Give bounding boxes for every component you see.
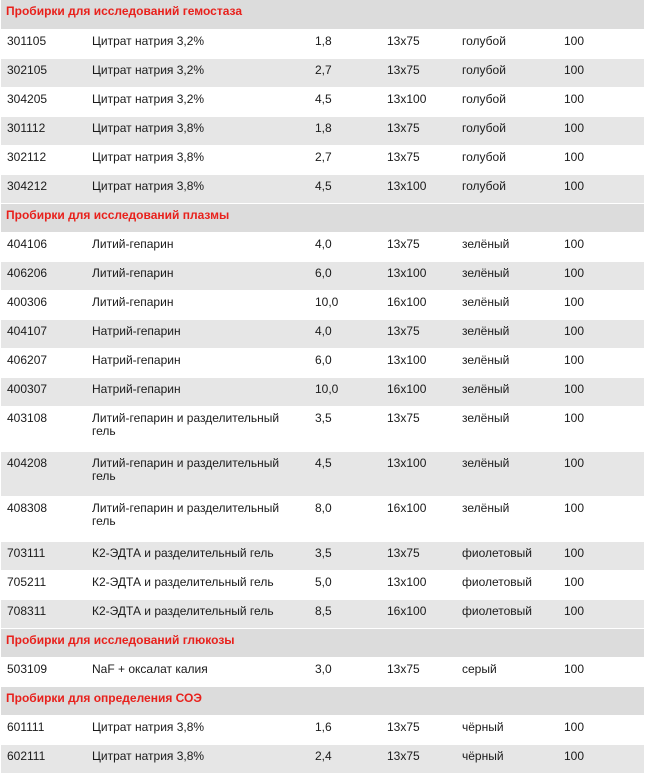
cell-color: фиолетовый xyxy=(456,542,558,571)
cell-volume: 4,0 xyxy=(309,233,381,262)
cell-size: 13x100 xyxy=(381,349,456,378)
section-header-row xyxy=(1,204,644,233)
table-row xyxy=(1,117,644,146)
table-row xyxy=(1,262,644,291)
cell-qty: 100 xyxy=(558,378,644,407)
cell-name: Литий-гепарин xyxy=(86,262,309,291)
cell-code: 403108 xyxy=(1,407,86,452)
cell-code: 404106 xyxy=(1,233,86,262)
cell-volume: 5,0 xyxy=(309,571,381,600)
cell-color: зелёный xyxy=(456,407,558,452)
section-header-row xyxy=(1,687,644,716)
table-row xyxy=(1,175,644,204)
cell-name: Цитрат натрия 3,8% xyxy=(86,146,309,175)
cell-color: зелёный xyxy=(456,262,558,291)
cell-name: Литий-гепарин и разделительный гель xyxy=(86,407,309,452)
cell-qty: 100 xyxy=(558,175,644,204)
cell-color: чёрный xyxy=(456,716,558,745)
cell-size: 16x100 xyxy=(381,600,456,629)
cell-volume: 1,8 xyxy=(309,30,381,59)
table-row xyxy=(1,291,644,320)
cell-volume: 2,7 xyxy=(309,59,381,88)
cell-name: Натрий-гепарин xyxy=(86,349,309,378)
cell-qty: 100 xyxy=(558,349,644,378)
cell-name: К2-ЭДТА и разделительный гель xyxy=(86,542,309,571)
table-row xyxy=(1,146,644,175)
cell-size: 13x100 xyxy=(381,571,456,600)
cell-size: 13x75 xyxy=(381,745,456,774)
cell-volume: 2,4 xyxy=(309,745,381,774)
cell-code: 302105 xyxy=(1,59,86,88)
cell-code: 301112 xyxy=(1,117,86,146)
table-row xyxy=(1,407,644,452)
cell-qty: 100 xyxy=(558,542,644,571)
table-row xyxy=(1,658,644,687)
cell-volume: 4,5 xyxy=(309,452,381,497)
cell-qty: 100 xyxy=(558,452,644,497)
cell-volume: 8,0 xyxy=(309,497,381,542)
cell-color: голубой xyxy=(456,175,558,204)
cell-qty: 100 xyxy=(558,571,644,600)
cell-qty: 100 xyxy=(558,146,644,175)
cell-name: Цитрат натрия 3,8% xyxy=(86,716,309,745)
section-header-row xyxy=(1,0,644,30)
cell-qty: 100 xyxy=(558,600,644,629)
cell-code: 404208 xyxy=(1,452,86,497)
cell-size: 13x75 xyxy=(381,716,456,745)
cell-name: Цитрат натрия 3,8% xyxy=(86,745,309,774)
cell-volume: 1,8 xyxy=(309,117,381,146)
cell-code: 302112 xyxy=(1,146,86,175)
section-title: Пробирки для исследований глюкозы xyxy=(1,629,644,658)
cell-size: 13x100 xyxy=(381,452,456,497)
cell-size: 16x100 xyxy=(381,497,456,542)
cell-name: Литий-гепарин xyxy=(86,233,309,262)
cell-color: чёрный xyxy=(456,745,558,774)
cell-color: зелёный xyxy=(456,233,558,262)
table-row xyxy=(1,571,644,600)
cell-size: 13x75 xyxy=(381,146,456,175)
cell-qty: 100 xyxy=(558,658,644,687)
cell-color: зелёный xyxy=(456,349,558,378)
table-row xyxy=(1,88,644,117)
cell-color: голубой xyxy=(456,30,558,59)
cell-name: К2-ЭДТА и разделительный гель xyxy=(86,600,309,629)
cell-size: 13x75 xyxy=(381,542,456,571)
cell-volume: 1,6 xyxy=(309,716,381,745)
cell-code: 404107 xyxy=(1,320,86,349)
cell-size: 16x100 xyxy=(381,291,456,320)
cell-volume: 4,5 xyxy=(309,175,381,204)
table-row xyxy=(1,378,644,407)
cell-qty: 100 xyxy=(558,233,644,262)
cell-color: зелёный xyxy=(456,497,558,542)
cell-name: Цитрат натрия 3,2% xyxy=(86,88,309,117)
cell-volume: 10,0 xyxy=(309,378,381,407)
cell-volume: 4,0 xyxy=(309,320,381,349)
cell-color: зелёный xyxy=(456,378,558,407)
cell-qty: 100 xyxy=(558,88,644,117)
cell-volume: 6,0 xyxy=(309,262,381,291)
section-title: Пробирки для определения СОЭ xyxy=(1,687,644,716)
cell-code: 304205 xyxy=(1,88,86,117)
cell-code: 601111 xyxy=(1,716,86,745)
cell-color: голубой xyxy=(456,117,558,146)
section-header-row xyxy=(1,629,644,658)
cell-qty: 100 xyxy=(558,59,644,88)
table-row xyxy=(1,59,644,88)
cell-size: 13x75 xyxy=(381,30,456,59)
cell-size: 13x100 xyxy=(381,88,456,117)
cell-size: 16x100 xyxy=(381,378,456,407)
cell-color: фиолетовый xyxy=(456,571,558,600)
table-row xyxy=(1,349,644,378)
cell-code: 602111 xyxy=(1,745,86,774)
cell-volume: 3,0 xyxy=(309,658,381,687)
cell-name: Цитрат натрия 3,2% xyxy=(86,59,309,88)
section-title: Пробирки для исследований гемостаза xyxy=(1,0,644,30)
table-row xyxy=(1,716,644,745)
table-row xyxy=(1,452,644,497)
cell-volume: 6,0 xyxy=(309,349,381,378)
cell-name: Цитрат натрия 3,8% xyxy=(86,117,309,146)
table-row xyxy=(1,600,644,629)
cell-qty: 100 xyxy=(558,262,644,291)
cell-name: Литий-гепарин xyxy=(86,291,309,320)
cell-code: 703111 xyxy=(1,542,86,571)
table-row xyxy=(1,320,644,349)
cell-code: 406207 xyxy=(1,349,86,378)
tube-catalog-table xyxy=(1,0,644,774)
cell-code: 408308 xyxy=(1,497,86,542)
cell-size: 13x75 xyxy=(381,59,456,88)
cell-volume: 2,7 xyxy=(309,146,381,175)
cell-qty: 100 xyxy=(558,320,644,349)
table-row xyxy=(1,542,644,571)
cell-code: 400306 xyxy=(1,291,86,320)
cell-qty: 100 xyxy=(558,716,644,745)
cell-volume: 3,5 xyxy=(309,407,381,452)
cell-color: серый xyxy=(456,658,558,687)
cell-size: 13x75 xyxy=(381,233,456,262)
cell-qty: 100 xyxy=(558,407,644,452)
cell-color: зелёный xyxy=(456,291,558,320)
table-row xyxy=(1,497,644,542)
cell-code: 400307 xyxy=(1,378,86,407)
cell-name: Цитрат натрия 3,2% xyxy=(86,30,309,59)
cell-code: 406206 xyxy=(1,262,86,291)
cell-color: голубой xyxy=(456,59,558,88)
cell-name: Литий-гепарин и разделительный гель xyxy=(86,452,309,497)
cell-color: голубой xyxy=(456,146,558,175)
cell-color: зелёный xyxy=(456,320,558,349)
section-title: Пробирки для исследований плазмы xyxy=(1,204,644,233)
table-row xyxy=(1,745,644,774)
cell-name: Литий-гепарин и разделительный гель xyxy=(86,497,309,542)
cell-code: 301105 xyxy=(1,30,86,59)
cell-code: 304212 xyxy=(1,175,86,204)
cell-volume: 4,5 xyxy=(309,88,381,117)
cell-qty: 100 xyxy=(558,291,644,320)
cell-qty: 100 xyxy=(558,117,644,146)
cell-volume: 3,5 xyxy=(309,542,381,571)
cell-size: 13x75 xyxy=(381,117,456,146)
catalog-body xyxy=(1,0,644,774)
cell-name: NaF + оксалат калия xyxy=(86,658,309,687)
cell-name: К2-ЭДТА и разделительный гель xyxy=(86,571,309,600)
cell-size: 13x75 xyxy=(381,407,456,452)
cell-qty: 100 xyxy=(558,497,644,542)
cell-size: 13x100 xyxy=(381,175,456,204)
cell-size: 13x75 xyxy=(381,658,456,687)
cell-size: 13x75 xyxy=(381,320,456,349)
cell-code: 503109 xyxy=(1,658,86,687)
table-row xyxy=(1,233,644,262)
table-row xyxy=(1,30,644,59)
cell-name: Натрий-гепарин xyxy=(86,320,309,349)
cell-color: голубой xyxy=(456,88,558,117)
cell-volume: 8,5 xyxy=(309,600,381,629)
cell-code: 705211 xyxy=(1,571,86,600)
cell-qty: 100 xyxy=(558,745,644,774)
cell-size: 13x100 xyxy=(381,262,456,291)
cell-qty: 100 xyxy=(558,30,644,59)
cell-color: зелёный xyxy=(456,452,558,497)
cell-code: 708311 xyxy=(1,600,86,629)
cell-volume: 10,0 xyxy=(309,291,381,320)
cell-name: Натрий-гепарин xyxy=(86,378,309,407)
cell-color: фиолетовый xyxy=(456,600,558,629)
cell-name: Цитрат натрия 3,8% xyxy=(86,175,309,204)
